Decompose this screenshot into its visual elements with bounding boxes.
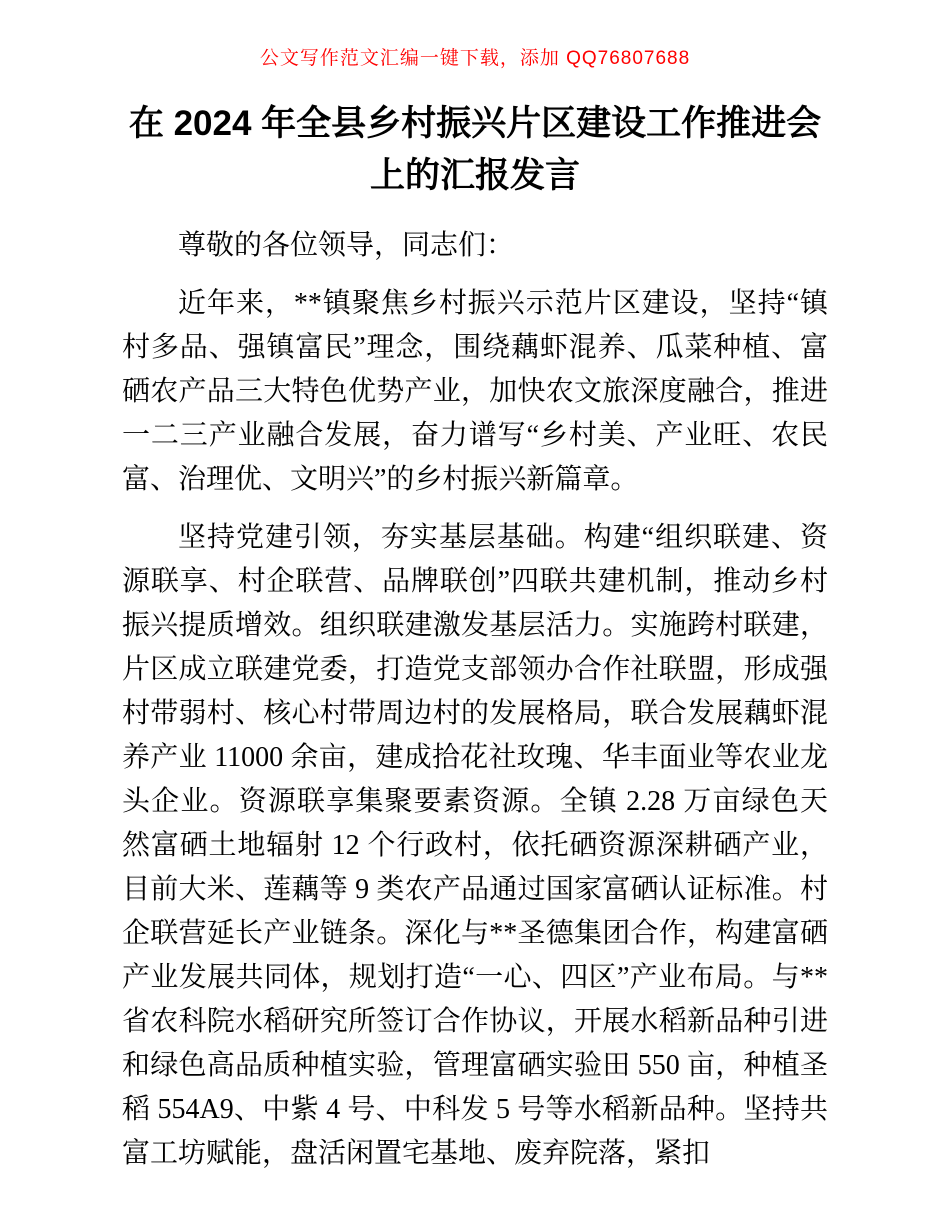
body-paragraph-party-building: 坚持党建引领，夯实基层基础。构建“组织联建、资源联享、村企联营、品牌联创”四联共建机制，推动乡村振兴提质增效。组织联建激发基层活力。实施跨村联建，片区成立联建党委，打造党支部领办合作社联盟，形成强村带弱村、核心村带周边村的发展格局，联合发展藕虾混养产业 11000 余亩，建成拾花社玫瑰、华丰面业等农业龙头企业。资源联享集聚要素资源。全镇 2.28 万亩绿色天然富硒土地辐射 12 个行政村，依托硒资源深耕硒产业，目前大米、莲藕等 9 类农产品通过国家富硒认证标准。村企联营延长产业链条。深化与**圣德集团合作，构建富硒产业发展共同体，规划打造“一心、四区”产业布局。与**省农科院水稻研究所签订合作协议，开展水稻新品种引进和绿色高品质种植实验，管理富硒实验田 550 亩，种植圣稻 554A9、中紫 4 号、中科发 5 号等水稻新品种。坚持共富工坊赋能，盘活闲置宅基地、废弃院落，紧扣 <box>122 522 828 1169</box>
body-paragraph-intro: 近年来，**镇聚焦乡村振兴示范片区建设，坚持“镇村多品、强镇富民”理念，围绕藕虾混养、瓜菜种植、富硒农产品三大特色优势产业，加快农文旅深度融合，推进一二三产业融合发展，奋力谱写“乡村美、产业旺、农民富、治理优、文明兴”的乡村振兴新篇章。 <box>122 288 828 495</box>
greeting-paragraph: 尊敬的各位领导，同志们： <box>178 230 515 261</box>
promo-notice-text: 公文写作范文汇编一键下载，添加 QQ76807688 <box>259 48 691 69</box>
document-title: 在 2024 年全县乡村振兴片区建设工作推进会上的汇报发言 <box>128 104 822 195</box>
